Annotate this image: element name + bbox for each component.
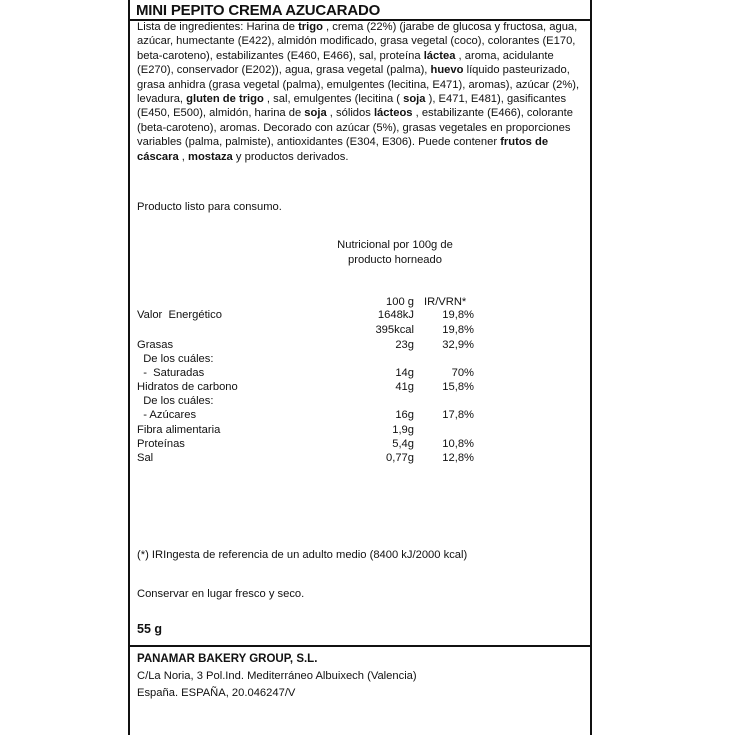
allergen-text: trigo bbox=[298, 21, 323, 33]
nutrition-header-line2: producto horneado bbox=[348, 254, 442, 266]
ingredient-text: , crema (22%) (jarabe de glucosa y fructosa, agua, azúcar, humectante (E422), almidón modificado, grasa vegetal (coco), colorantes (E170, beta-caroteno), estabilizantes (E460, E466), sal, proteína bbox=[137, 21, 578, 62]
company-address2: España. ESPAÑA, 20.046247/V bbox=[137, 687, 296, 699]
ingredient-text: , aroma, acidulante (E270), conservador (E202)), agua, grasa vegetal (palma), bbox=[137, 49, 554, 77]
nutrition-row-value-vrn: 32,9% bbox=[442, 339, 474, 351]
product-title: MINI PEPITO CREMA AZUCARADO bbox=[136, 2, 381, 19]
nutrition-row-value-100g: 5,4g bbox=[392, 438, 414, 450]
footnote: (*) IRIngesta de referencia de un adulto medio (8400 kJ/2000 kcal) bbox=[137, 549, 468, 561]
net-weight: 55 g bbox=[137, 622, 163, 636]
nutrition-row-value-100g: 1,9g bbox=[392, 424, 414, 436]
nutrition-row-value-100g: 16g bbox=[395, 409, 414, 421]
col-header-100g: 100 g bbox=[386, 296, 414, 308]
nutrition-row-value-100g: 395kcal bbox=[375, 324, 414, 336]
nutrition-row-value-vrn: 17,8% bbox=[442, 409, 474, 421]
nutrition-row-label: Hidratos de carbono bbox=[137, 381, 238, 393]
nutrition-row-label: - Saturadas bbox=[137, 367, 205, 379]
nutrition-row-value-vrn: 19,8% bbox=[442, 309, 474, 321]
nutrition-row-label: Grasas bbox=[137, 339, 174, 351]
allergen-text: soja bbox=[403, 93, 426, 106]
nutrition-row-label: Valor Energético bbox=[137, 309, 222, 321]
ready-text: Producto listo para consumo. bbox=[137, 201, 282, 213]
nutrition-row-label: Proteínas bbox=[137, 438, 185, 450]
nutrition-row-label: Fibra alimentaria bbox=[137, 424, 221, 436]
nutrition-row-value-100g: 0,77g bbox=[386, 452, 414, 464]
ingredient-text: Lista de ingredientes: Harina de bbox=[137, 21, 299, 33]
ingredient-text: ), E471, E481), gasificantes (E450, E500), almidón, harina de bbox=[137, 93, 567, 120]
nutrition-row-value-vrn: 12,8% bbox=[442, 452, 474, 464]
nutrition-row-label: De los cuáles: bbox=[137, 353, 214, 365]
allergen-text: gluten de trigo bbox=[186, 93, 264, 106]
nutrition-row-value-vrn: 70% bbox=[451, 367, 474, 379]
nutrition-row-value-vrn: 19,8% bbox=[442, 324, 474, 336]
nutrition-row-value-100g: 14g bbox=[395, 367, 414, 379]
nutrition-row-value-vrn: 10,8% bbox=[442, 438, 474, 450]
allergen-text: mostaza bbox=[188, 150, 233, 163]
company-address1: C/La Noria, 3 Pol.Ind. Mediterráneo Albuixech (Valencia) bbox=[137, 670, 417, 682]
allergen-text: láctea bbox=[423, 49, 456, 62]
nutrition-header-line1: Nutricional por 100g de bbox=[337, 239, 453, 251]
ingredient-text: y productos derivados. bbox=[232, 150, 349, 163]
nutrition-header bbox=[315, 238, 475, 268]
ingredient-text: , bbox=[178, 150, 189, 163]
nutrition-row-value-100g: 23g bbox=[395, 339, 414, 351]
nutrition-row-value-vrn: 15,8% bbox=[442, 381, 474, 393]
nutrition-row-label: Sal bbox=[137, 452, 154, 464]
nutrition-row-label: De los cuáles: bbox=[137, 395, 214, 407]
nutrition-row-value-100g: 41g bbox=[395, 381, 414, 393]
ingredients-list bbox=[137, 20, 587, 164]
allergen-text: frutos de cáscara bbox=[137, 136, 549, 163]
nutrition-row-label: - Azúcares bbox=[137, 409, 197, 421]
allergen-text: lácteos bbox=[373, 107, 413, 120]
col-header-vrn: IR/VRN* bbox=[424, 296, 467, 308]
company-name: PANAMAR BAKERY GROUP, S.L. bbox=[137, 653, 318, 665]
ingredient-text: líquido pasteurizado, grasa anhidra (grasa vegetal (palma), emulgentes (lecitina, E471), aromas), azúcar (2%), levadura, bbox=[137, 64, 580, 106]
company-divider bbox=[130, 645, 590, 647]
ingredient-text: , sal, emulgentes (lecitina ( bbox=[263, 93, 404, 106]
allergen-text: soja bbox=[304, 107, 327, 120]
ingredient-text: , estabilizante (E466), colorante (beta-caroteno), aromas. Decorado con azúcar (5%), grasas vegetales en proporciones variables (palma, palmiste), antioxidantes (E304, E306). Puede contener bbox=[137, 107, 573, 149]
ingredient-text: , sólidos bbox=[326, 107, 374, 120]
nutrition-row-value-100g: 1648kJ bbox=[377, 309, 414, 321]
allergen-text: huevo bbox=[430, 64, 464, 77]
storage-text: Conservar en lugar fresco y seco. bbox=[137, 588, 305, 600]
